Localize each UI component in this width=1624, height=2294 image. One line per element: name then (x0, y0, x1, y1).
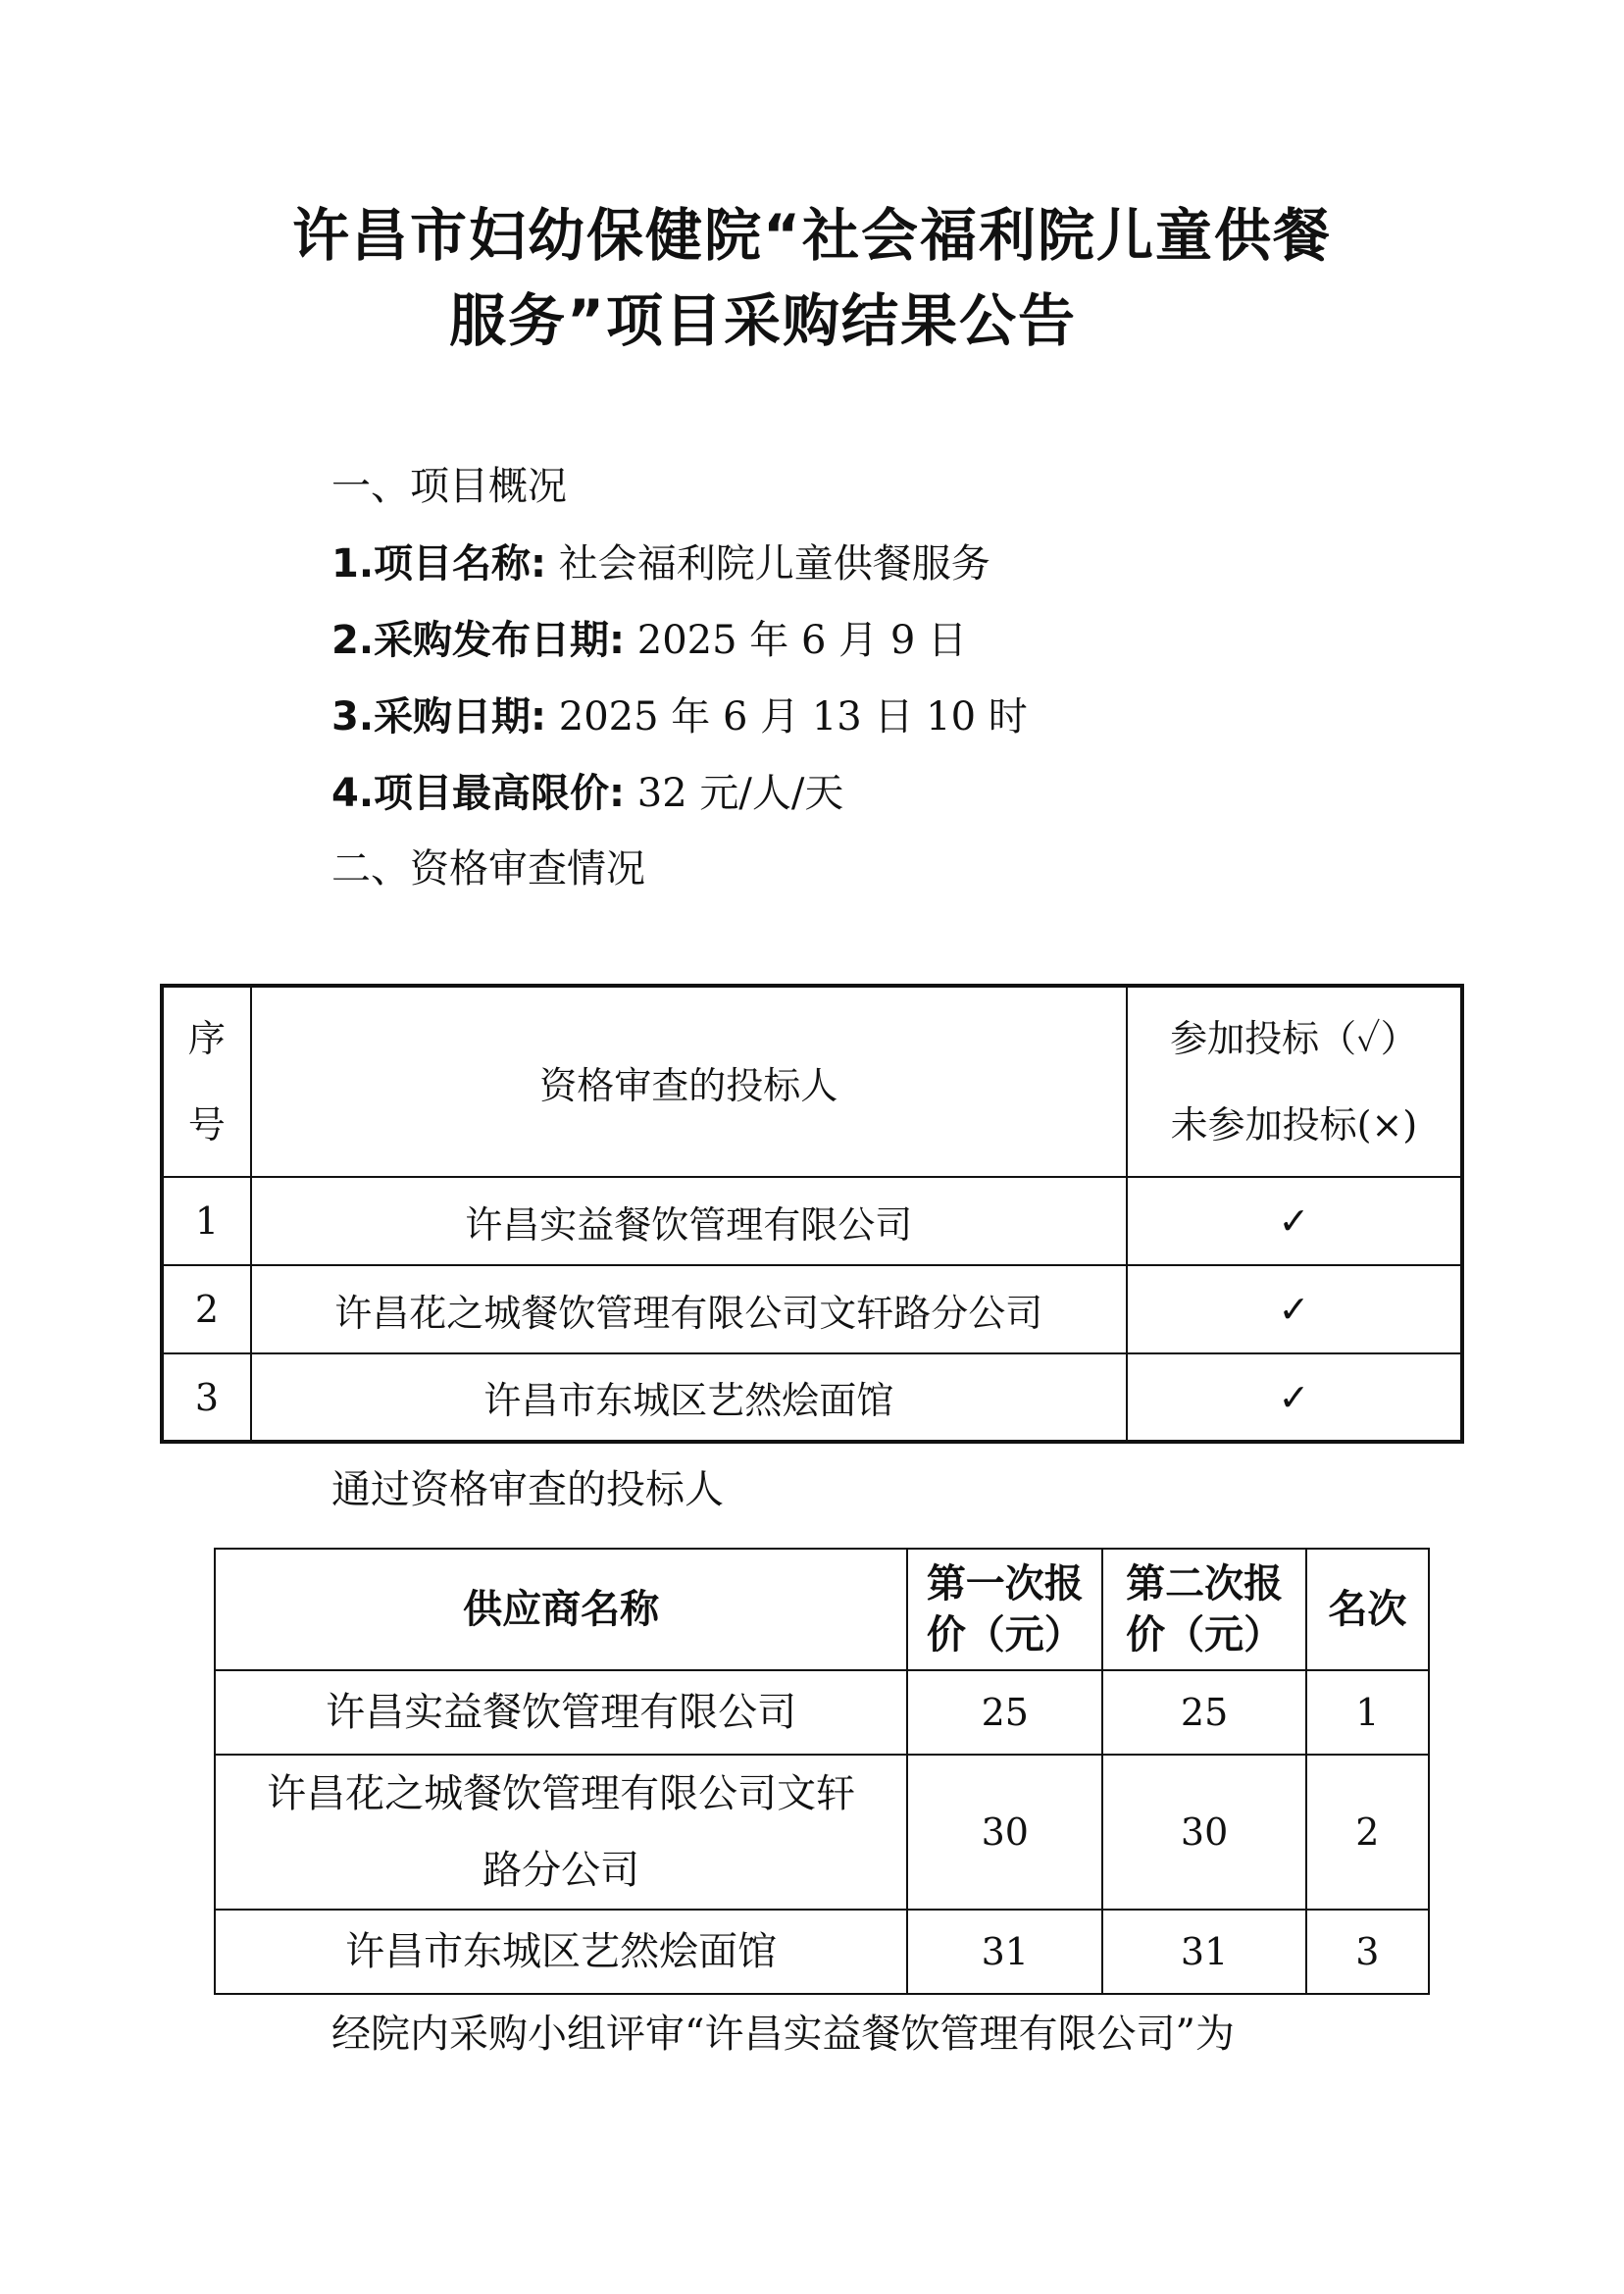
status-check: ✓ (1127, 1177, 1462, 1265)
supplier-name-line: 许昌花之城餐饮管理有限公司文轩 (267, 1771, 856, 1816)
header-line: 第二次报 (1126, 1561, 1284, 1606)
rank-cell: 1 (1306, 1670, 1429, 1755)
first-quote-cell: 31 (907, 1910, 1102, 1994)
table-row (215, 1910, 1429, 1994)
supplier-header: 供应商名称 (215, 1549, 907, 1670)
table-row (215, 1755, 1429, 1910)
supplier-cell: 许昌实益餐饮管理有限公司 (215, 1670, 907, 1755)
item-project-name (331, 538, 990, 589)
item-release-date (331, 615, 967, 666)
second-quote-cell: 30 (1102, 1755, 1305, 1910)
table-row (162, 1265, 1462, 1353)
seq-header-char: 号 (187, 1103, 226, 1147)
status-header (1127, 986, 1462, 1177)
bidder-cell: 许昌实益餐饮管理有限公司 (251, 1177, 1127, 1265)
item-value: 社会福利院儿童供餐服务 (558, 541, 990, 586)
status-header-line: 参加投标（✓） (1170, 1017, 1418, 1060)
first-quote-cell: 30 (907, 1755, 1102, 1910)
rank-header: 名次 (1306, 1549, 1429, 1670)
supplier-cell (215, 1755, 907, 1910)
item-value: 32 元/人/天 (636, 771, 844, 816)
seq-cell: 1 (162, 1177, 251, 1265)
first-quote-cell: 25 (907, 1670, 1102, 1755)
item-value: 2025 年 6 月 13 日 10 时 (558, 694, 1028, 739)
table-row (162, 1177, 1462, 1265)
item-label: 3.采购日期: (331, 694, 547, 739)
header-line: 第一次报 (926, 1561, 1084, 1606)
rank-cell: 3 (1306, 1910, 1429, 1994)
header-line: 价（元） (926, 1612, 1084, 1657)
table-header-row (162, 986, 1462, 1177)
document-title-line2: 服务”项目采购结果公告 (448, 287, 1078, 354)
table-row (162, 1353, 1462, 1442)
second-quote-header (1102, 1549, 1305, 1670)
second-quote-cell: 25 (1102, 1670, 1305, 1755)
supplier-cell: 许昌市东城区艺然烩面馆 (215, 1910, 907, 1994)
seq-cell: 3 (162, 1353, 251, 1442)
status-check: ✓ (1127, 1353, 1462, 1442)
bidder-header: 资格审查的投标人 (251, 986, 1127, 1177)
rank-cell: 2 (1306, 1755, 1429, 1910)
item-procurement-date (331, 691, 1028, 742)
status-header-line: 未参加投标(×) (1170, 1103, 1418, 1147)
document-title-line1: 许昌市妇幼保健院“社会福利院儿童供餐 (291, 202, 1333, 269)
second-quote-cell: 31 (1102, 1910, 1305, 1994)
table-row (215, 1670, 1429, 1755)
header-line: 价（元） (1126, 1612, 1284, 1657)
item-label: 2.采购发布日期: (331, 618, 626, 663)
qualification-table (160, 984, 1464, 1444)
item-max-price (331, 768, 843, 819)
bidder-cell: 许昌花之城餐饮管理有限公司文轩路分公司 (251, 1265, 1127, 1353)
conclusion-text: 经院内采购小组评审“许昌实益餐饮管理有限公司”为 (331, 2012, 1235, 2057)
seq-header-char: 序 (187, 1017, 226, 1060)
item-value: 2025 年 6 月 9 日 (636, 618, 968, 663)
table-header-row (215, 1549, 1429, 1670)
bidder-cell: 许昌市东城区艺然烩面馆 (251, 1353, 1127, 1442)
section1-heading: 一、项目概况 (331, 464, 567, 509)
section2-heading: 二、资格审查情况 (331, 846, 645, 892)
passed-caption: 通过资格审查的投标人 (331, 1467, 724, 1512)
seq-cell: 2 (162, 1265, 251, 1353)
seq-header (162, 986, 251, 1177)
item-label: 1.项目名称: (331, 541, 547, 586)
supplier-name-line: 路分公司 (482, 1848, 640, 1893)
item-label: 4.项目最高限价: (331, 771, 626, 816)
first-quote-header (907, 1549, 1102, 1670)
quote-table (214, 1548, 1430, 1995)
status-check: ✓ (1127, 1265, 1462, 1353)
